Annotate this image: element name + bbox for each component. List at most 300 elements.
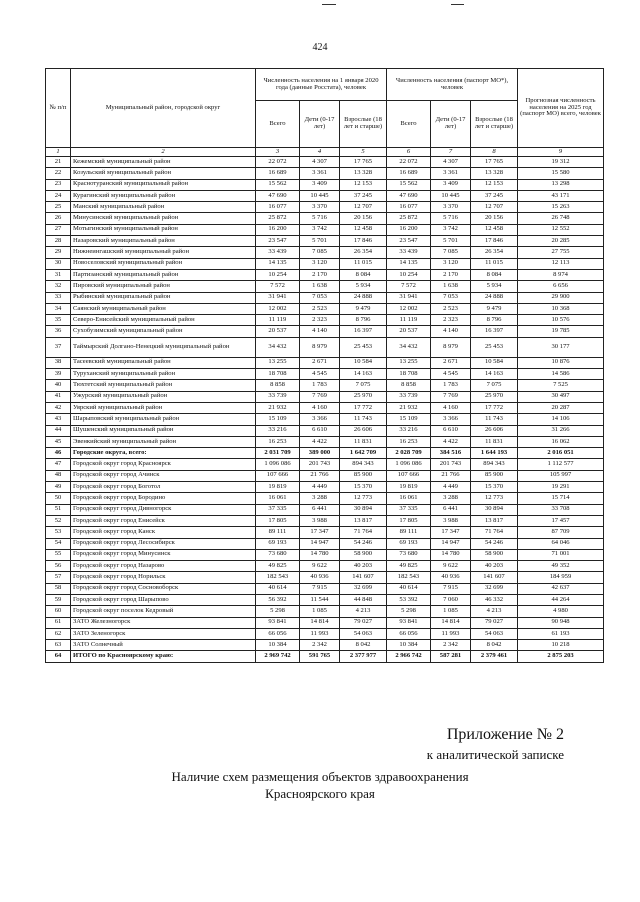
table-cell: 12 552 — [518, 224, 604, 235]
table-cell: 24 — [46, 190, 71, 201]
table-cell: 2 323 — [300, 315, 340, 326]
table-cell: 73 680 — [256, 549, 300, 560]
municipality-cell: Ужурский муниципальный район — [71, 391, 256, 402]
table-cell: 39 — [46, 369, 71, 380]
table-cell: 21 932 — [387, 402, 431, 413]
table-cell: 14 780 — [431, 549, 471, 560]
column-number-cell: 1 — [46, 148, 71, 157]
table-cell: 47 — [46, 459, 71, 470]
table-cell: 24 888 — [340, 292, 387, 303]
table-row — [46, 470, 604, 481]
table-cell: 17 772 — [340, 402, 387, 413]
table-cell: 12 707 — [471, 202, 518, 213]
table-cell: 23 — [46, 179, 71, 190]
table-cell: 16 200 — [387, 224, 431, 235]
table-cell: 90 948 — [518, 617, 604, 628]
table-row — [46, 269, 604, 280]
table-cell: 7 915 — [431, 583, 471, 594]
table-cell: 7 075 — [340, 380, 387, 391]
table-cell: 58 900 — [471, 549, 518, 560]
table-cell: 389 000 — [300, 448, 340, 459]
table-row — [46, 236, 604, 247]
table-row — [46, 258, 604, 269]
municipality-cell: Тюхтетский муниципальный район — [71, 380, 256, 391]
municipality-cell: Козульский муниципальный район — [71, 168, 256, 179]
table-cell: 3 288 — [300, 493, 340, 504]
table-cell: 15 263 — [518, 202, 604, 213]
table-cell: 16 397 — [471, 326, 518, 337]
table-cell: 105 997 — [518, 470, 604, 481]
table-row — [46, 617, 604, 628]
table-cell: 40 203 — [471, 561, 518, 572]
table-cell: 41 — [46, 391, 71, 402]
table-cell: 2 016 051 — [518, 448, 604, 459]
table-cell: 15 562 — [256, 179, 300, 190]
table-cell: 7 085 — [431, 247, 471, 258]
table-cell: 50 — [46, 493, 71, 504]
table-cell: 7 572 — [387, 281, 431, 292]
table-cell: 2 875 203 — [518, 651, 604, 662]
table-cell: 26 606 — [340, 425, 387, 436]
table-row — [46, 628, 604, 639]
table-cell: 8 979 — [431, 337, 471, 357]
table-cell: 30 497 — [518, 391, 604, 402]
table-cell: 6 656 — [518, 281, 604, 292]
table-cell: 10 254 — [387, 269, 431, 280]
table-cell: 4 307 — [300, 157, 340, 168]
table-cell: 2 671 — [300, 357, 340, 368]
table-cell: 8 796 — [340, 315, 387, 326]
table-cell: 894 343 — [340, 459, 387, 470]
table-cell: 3 988 — [300, 515, 340, 526]
table-cell: 25 970 — [471, 391, 518, 402]
municipality-cell: Городской округ город Ачинск — [71, 470, 256, 481]
table-row — [46, 315, 604, 326]
table-cell: 42 — [46, 402, 71, 413]
table-row — [46, 179, 604, 190]
table-row — [46, 168, 604, 179]
header-adults-rosstat: Взрослые (18 лет и старше) — [340, 101, 387, 148]
table-cell: 11 743 — [340, 414, 387, 425]
table-cell: 32 699 — [340, 583, 387, 594]
table-cell: 25 453 — [471, 337, 518, 357]
table-cell: 79 027 — [471, 617, 518, 628]
table-cell: 27 — [46, 224, 71, 235]
header-total-rosstat: Всего — [256, 101, 300, 148]
table-cell: 29 900 — [518, 292, 604, 303]
header-adults-passport: Взрослые (18 лет и старше) — [471, 101, 518, 148]
table-cell: 3 742 — [300, 224, 340, 235]
table-cell: 63 — [46, 640, 71, 651]
table-cell: 37 335 — [256, 504, 300, 515]
table-cell: 4 160 — [431, 402, 471, 413]
municipality-cell: Городские округа, всего: — [71, 448, 256, 459]
table-cell: 71 764 — [471, 527, 518, 538]
table-body — [46, 148, 604, 663]
table-cell: 3 288 — [431, 493, 471, 504]
table-cell: 36 — [46, 326, 71, 337]
municipality-cell: ЗАТО Железногорск — [71, 617, 256, 628]
table-cell: 11 993 — [431, 628, 471, 639]
table-row — [46, 504, 604, 515]
table-cell: 59 — [46, 594, 71, 605]
table-cell: 3 370 — [300, 202, 340, 213]
table-cell: 18 708 — [387, 369, 431, 380]
column-number-cell: 5 — [340, 148, 387, 157]
table-cell: 46 — [46, 448, 71, 459]
table-cell: 10 384 — [387, 640, 431, 651]
table-row — [46, 414, 604, 425]
table-row — [46, 357, 604, 368]
table-cell: 8 979 — [300, 337, 340, 357]
municipality-cell: ЗАТО Солнечный — [71, 640, 256, 651]
table-cell: 13 298 — [518, 179, 604, 190]
table-cell: 12 458 — [340, 224, 387, 235]
table-cell: 14 780 — [300, 549, 340, 560]
header-children-rosstat: Дети (0-17 лет) — [300, 101, 340, 148]
table-cell: 2 342 — [300, 640, 340, 651]
table-cell: 1 085 — [300, 606, 340, 617]
municipality-cell: Городской округ город Сосновоборск — [71, 583, 256, 594]
table-cell: 8 042 — [340, 640, 387, 651]
table-cell: 21 766 — [431, 470, 471, 481]
table-cell: 17 347 — [431, 527, 471, 538]
table-row — [46, 326, 604, 337]
table-row — [46, 459, 604, 470]
table-cell: 12 458 — [471, 224, 518, 235]
table-cell: 25 970 — [340, 391, 387, 402]
table-cell: 17 846 — [471, 236, 518, 247]
table-cell: 3 120 — [300, 258, 340, 269]
table-cell: 9 622 — [300, 561, 340, 572]
municipality-cell: Партизанский муниципальный район — [71, 269, 256, 280]
table-cell: 53 — [46, 527, 71, 538]
table-cell: 7 053 — [431, 292, 471, 303]
municipality-cell: Городской округ город Боготол — [71, 482, 256, 493]
table-cell: 66 056 — [256, 628, 300, 639]
table-cell: 14 947 — [431, 538, 471, 549]
appendix-heading-line-1: Наличие схем размещения объектов здравоохранения — [171, 769, 469, 784]
table-cell: 3 120 — [431, 258, 471, 269]
table-cell: 1 112 577 — [518, 459, 604, 470]
population-table — [45, 68, 604, 663]
municipality-cell: Курагинский муниципальный район — [71, 190, 256, 201]
appendix-subtitle: к аналитической записке — [426, 747, 564, 762]
table-cell: 54 246 — [471, 538, 518, 549]
table-row — [46, 515, 604, 526]
municipality-cell: Эвенкийский муниципальный район — [71, 436, 256, 447]
table-cell: 11 831 — [471, 436, 518, 447]
table-cell: 31 266 — [518, 425, 604, 436]
table-cell: 7 085 — [300, 247, 340, 258]
table-cell: 22 — [46, 168, 71, 179]
table-cell: 4 980 — [518, 606, 604, 617]
table-cell: 5 701 — [431, 236, 471, 247]
table-cell: 9 479 — [340, 303, 387, 314]
table-row — [46, 436, 604, 447]
table-cell: 107 666 — [256, 470, 300, 481]
table-row — [46, 448, 604, 459]
table-cell: 3 409 — [300, 179, 340, 190]
table-cell: 2 379 461 — [471, 651, 518, 662]
table-row — [46, 425, 604, 436]
table-cell: 31 941 — [387, 292, 431, 303]
table-cell: 17 765 — [340, 157, 387, 168]
table-row — [46, 402, 604, 413]
table-cell: 3 366 — [300, 414, 340, 425]
table-cell: 4 422 — [431, 436, 471, 447]
table-cell: 25 872 — [387, 213, 431, 224]
table-cell: 4 213 — [471, 606, 518, 617]
table-cell: 21 932 — [256, 402, 300, 413]
table-cell: 58 — [46, 583, 71, 594]
table-cell: 16 253 — [256, 436, 300, 447]
municipality-cell: Туруханский муниципальный район — [71, 369, 256, 380]
table-cell: 13 255 — [387, 357, 431, 368]
municipality-cell: Городской округ город Лесосибирск — [71, 538, 256, 549]
municipality-cell: Городской округ город Шарыпово — [71, 594, 256, 605]
municipality-cell: ИТОГО по Красноярскому краю: — [71, 651, 256, 662]
table-cell: 1 783 — [431, 380, 471, 391]
table-cell: 1 096 086 — [256, 459, 300, 470]
table-cell: 35 — [46, 315, 71, 326]
table-cell: 4 307 — [431, 157, 471, 168]
table-cell: 8 858 — [256, 380, 300, 391]
table-row — [46, 247, 604, 258]
header-children-passport: Дети (0-17 лет) — [431, 101, 471, 148]
table-cell: 25 872 — [256, 213, 300, 224]
municipality-cell: Городской округ поселок Кедровый — [71, 606, 256, 617]
municipality-cell: Тасеевский муниципальный район — [71, 357, 256, 368]
table-cell: 17 457 — [518, 515, 604, 526]
table-cell: 47 690 — [256, 190, 300, 201]
table-cell: 13 817 — [471, 515, 518, 526]
table-cell: 2 966 742 — [387, 651, 431, 662]
table-cell: 17 805 — [387, 515, 431, 526]
table-cell: 62 — [46, 628, 71, 639]
table-cell: 18 708 — [256, 369, 300, 380]
table-cell: 4 545 — [300, 369, 340, 380]
table-cell: 14 586 — [518, 369, 604, 380]
table-cell: 33 216 — [387, 425, 431, 436]
municipality-cell: Городской округ город Бородино — [71, 493, 256, 504]
table-cell: 2 523 — [300, 303, 340, 314]
table-cell: 28 — [46, 236, 71, 247]
table-cell: 29 — [46, 247, 71, 258]
table-cell: 16 062 — [518, 436, 604, 447]
table-row — [46, 640, 604, 651]
municipality-cell: Городской округ город Назарово — [71, 561, 256, 572]
table-cell: 33 739 — [387, 391, 431, 402]
table-cell: 71 764 — [340, 527, 387, 538]
table-cell: 8 858 — [387, 380, 431, 391]
table-row — [46, 493, 604, 504]
table-cell: 33 439 — [387, 247, 431, 258]
table-cell: 44 264 — [518, 594, 604, 605]
table-cell: 141 607 — [340, 572, 387, 583]
header-total-passport: Всего — [387, 101, 431, 148]
table-cell: 33 739 — [256, 391, 300, 402]
table-cell: 1 783 — [300, 380, 340, 391]
table-cell: 16 061 — [256, 493, 300, 504]
appendix-title: Приложение № 2 — [446, 726, 564, 743]
table-cell: 7 053 — [300, 292, 340, 303]
table-cell: 5 934 — [340, 281, 387, 292]
table-row — [46, 482, 604, 493]
table-cell: 11 544 — [300, 594, 340, 605]
table-cell: 11 831 — [340, 436, 387, 447]
table-row — [46, 391, 604, 402]
table-cell: 13 328 — [471, 168, 518, 179]
table-cell: 14 106 — [518, 414, 604, 425]
table-cell: 201 743 — [300, 459, 340, 470]
table-cell: 55 — [46, 549, 71, 560]
table-cell: 57 — [46, 572, 71, 583]
municipality-cell: Городской округ город Красноярск — [71, 459, 256, 470]
table-cell: 894 343 — [471, 459, 518, 470]
table-cell: 40 — [46, 380, 71, 391]
table-cell: 10 584 — [340, 357, 387, 368]
table-cell: 40 936 — [300, 572, 340, 583]
table-cell: 1 642 709 — [340, 448, 387, 459]
table-cell: 4 449 — [300, 482, 340, 493]
table-cell: 30 — [46, 258, 71, 269]
table-cell: 30 894 — [340, 504, 387, 515]
top-scan-marks — [0, 4, 640, 12]
table-cell: 1 638 — [431, 281, 471, 292]
table-cell: 8 042 — [471, 640, 518, 651]
table-cell: 20 537 — [387, 326, 431, 337]
table-cell: 16 689 — [387, 168, 431, 179]
table-cell: 51 — [46, 504, 71, 515]
table-cell: 12 153 — [340, 179, 387, 190]
table-cell: 4 140 — [300, 326, 340, 337]
table-cell: 21 766 — [300, 470, 340, 481]
table-cell: 37 335 — [387, 504, 431, 515]
table-row — [46, 337, 604, 357]
table-row — [46, 303, 604, 314]
table-cell: 14 135 — [256, 258, 300, 269]
municipality-cell: Минусинский муниципальный район — [71, 213, 256, 224]
table-cell: 5 716 — [300, 213, 340, 224]
table-cell: 17 805 — [256, 515, 300, 526]
municipality-cell: Городской округ город Канск — [71, 527, 256, 538]
table-cell: 12 002 — [256, 303, 300, 314]
table-cell: 15 370 — [340, 482, 387, 493]
table-row — [46, 527, 604, 538]
municipality-cell: Городской округ город Енисейск — [71, 515, 256, 526]
municipality-cell: Городской округ город Дивногорск — [71, 504, 256, 515]
table-row — [46, 583, 604, 594]
table-cell: 85 900 — [471, 470, 518, 481]
table-row — [46, 157, 604, 168]
table-cell: 23 547 — [387, 236, 431, 247]
table-cell: 49 — [46, 482, 71, 493]
table-row — [46, 594, 604, 605]
table-cell: 44 — [46, 425, 71, 436]
table-cell: 21 — [46, 157, 71, 168]
table-cell: 4 140 — [431, 326, 471, 337]
table-cell: 7 572 — [256, 281, 300, 292]
table-cell: 5 716 — [431, 213, 471, 224]
table-cell: 17 846 — [340, 236, 387, 247]
table-cell: 34 — [46, 303, 71, 314]
municipality-cell: Таймырский Долгано-Ненецкий муниципальный район — [71, 337, 256, 357]
table-cell: 24 888 — [471, 292, 518, 303]
table-cell: 10 445 — [300, 190, 340, 201]
table-row — [46, 538, 604, 549]
municipality-cell: ЗАТО Зеленогорск — [71, 628, 256, 639]
table-cell: 11 015 — [340, 258, 387, 269]
table-cell: 79 027 — [340, 617, 387, 628]
table-cell: 10 876 — [518, 357, 604, 368]
table-row — [46, 202, 604, 213]
municipality-cell: Саянский муниципальный район — [71, 303, 256, 314]
table-cell: 17 772 — [471, 402, 518, 413]
table-cell: 12 153 — [471, 179, 518, 190]
table-cell: 47 690 — [387, 190, 431, 201]
table-cell: 15 714 — [518, 493, 604, 504]
table-cell: 58 900 — [340, 549, 387, 560]
table-cell: 20 156 — [471, 213, 518, 224]
table-cell: 16 689 — [256, 168, 300, 179]
table-cell: 4 422 — [300, 436, 340, 447]
table-cell: 20 156 — [340, 213, 387, 224]
table-cell: 12 707 — [340, 202, 387, 213]
table-cell: 17 347 — [300, 527, 340, 538]
table-cell: 69 193 — [256, 538, 300, 549]
table-cell: 3 742 — [431, 224, 471, 235]
municipality-cell: Северо-Енисейский муниципальный район — [71, 315, 256, 326]
table-cell: 20 537 — [256, 326, 300, 337]
table-cell: 4 449 — [431, 482, 471, 493]
table-cell: 22 072 — [387, 157, 431, 168]
table-cell: 3 361 — [431, 168, 471, 179]
table-row — [46, 224, 604, 235]
table-cell: 37 245 — [340, 190, 387, 201]
municipality-cell: Новоселовский муниципальный район — [71, 258, 256, 269]
municipality-cell: Кежемский муниципальный район — [71, 157, 256, 168]
table-cell: 15 109 — [256, 414, 300, 425]
table-cell: 2 170 — [431, 269, 471, 280]
header-row-number: № п/п — [46, 69, 71, 148]
table-cell: 8 084 — [340, 269, 387, 280]
table-cell: 16 397 — [340, 326, 387, 337]
table-cell: 2 028 709 — [387, 448, 431, 459]
table-cell: 15 562 — [387, 179, 431, 190]
column-number-cell: 6 — [387, 148, 431, 157]
table-cell: 2 377 977 — [340, 651, 387, 662]
table-cell: 8 084 — [471, 269, 518, 280]
table-cell: 587 281 — [431, 651, 471, 662]
table-cell: 26 — [46, 213, 71, 224]
table-cell: 30 177 — [518, 337, 604, 357]
table-cell: 69 193 — [387, 538, 431, 549]
table-cell: 7 060 — [431, 594, 471, 605]
table-cell: 71 001 — [518, 549, 604, 560]
table-row — [46, 651, 604, 662]
table-cell: 6 441 — [431, 504, 471, 515]
table-cell: 33 708 — [518, 504, 604, 515]
table-cell: 13 817 — [340, 515, 387, 526]
table-cell: 7 915 — [300, 583, 340, 594]
table-cell: 49 352 — [518, 561, 604, 572]
table-cell: 19 291 — [518, 482, 604, 493]
table-cell: 184 959 — [518, 572, 604, 583]
table-cell: 10 576 — [518, 315, 604, 326]
table-cell: 45 — [46, 436, 71, 447]
table-cell: 3 366 — [431, 414, 471, 425]
